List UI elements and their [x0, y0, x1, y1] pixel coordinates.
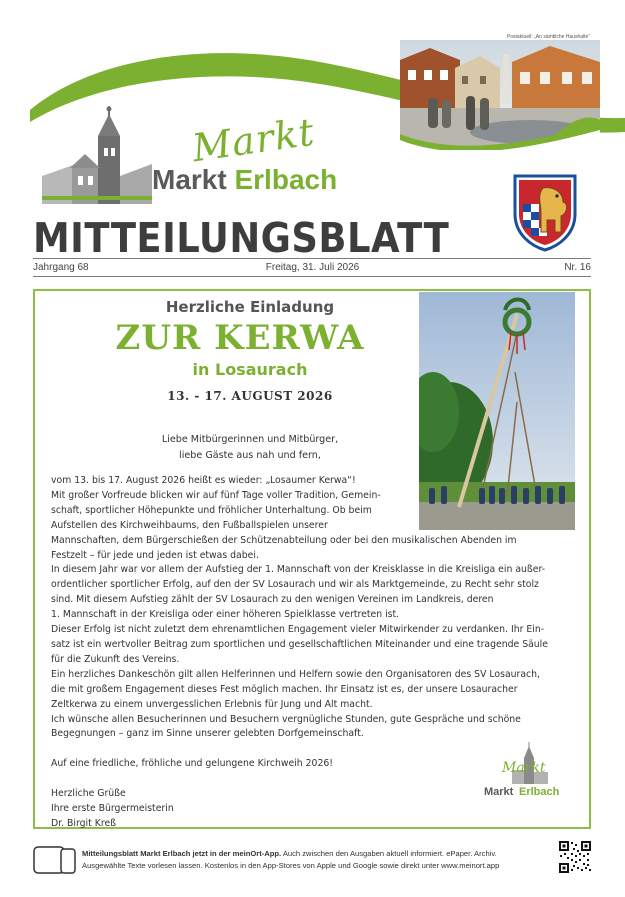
body-line: satz ist ein wertvoller Beitrag zum sportlichen und gesellschaftlichen Miteinander und eine tragende Säule — [51, 638, 548, 650]
body-line: sind. Mit diesem Aufstieg zählt der SV Losaurach zu den wenigen Vereinen im Landkreis, deren — [51, 594, 494, 606]
small-logo-markt-erlbach — [484, 742, 564, 798]
coat-of-arms-icon — [513, 174, 577, 252]
body-line: Ein herzliches Dankeschön gilt allen Helferinnen und Helfern sowie den Organisatoren des SV Losaurach, — [51, 668, 541, 680]
market-square-photo — [400, 40, 600, 150]
masthead-rule-top — [33, 258, 591, 259]
body-line: Mit großer Vorfreude blicken wir auf fünf Tage voller Tradition, Gemein- — [51, 489, 381, 501]
qr-code-icon[interactable] — [558, 840, 592, 874]
body-line: Mannschaften, dem Bürgerschießen der Schützenabteilung oder bei den musikalischen Abenden im — [51, 534, 517, 546]
issue-year: Jahrgang 68 — [33, 262, 89, 273]
body-line: 1. Mannschaft in der Kreisliga oder einer höheren Spielklasse vertreten ist. — [51, 609, 400, 621]
body-line: vom 13. bis 17. August 2026 heißt es wieder: „Losaumer Kerwa“! — [51, 475, 356, 486]
body-line: die mit großem Engagement dieses Fest möglich machen. Ihr Einsatz ist es, der unsere Losauracher — [51, 683, 518, 695]
issue-date: Freitag, 31. Juli 2026 — [265, 262, 360, 273]
phone-tablet-icon — [33, 845, 77, 875]
salutation-line-2: liebe Gäste aus nah und fern, — [179, 450, 321, 461]
body-line: Aufstellen des Kirchweihbaums, den Fußballspielen unserer — [51, 519, 328, 531]
logo-script-word: Markt — [189, 109, 318, 171]
body-line: In diesem Jahr war vor allem der Aufstieg der 1. Mannschaft von der Kreisklasse in die Kreisliga ein außer- — [51, 564, 546, 576]
article-intro: Herzliche Einladung — [165, 298, 335, 316]
small-logo-word2: Erlbach — [519, 786, 560, 798]
article-salutation — [110, 432, 390, 464]
body-line: Ich wünsche allen Besucherinnen und Besuchern vergnügliche Stunden, gute Gespräche und schöne — [51, 713, 521, 725]
small-logo-word1: Markt — [484, 786, 514, 798]
masthead-rule-bottom — [33, 276, 591, 277]
body-line: Festzelt – für jede und jeden ist etwas dabei. — [51, 549, 259, 561]
body-line: ordentlicher sportlicher Erfolg, auf den der SV Losaurach und wir als Marktgemeinde, zu Recht sehr stolz — [51, 579, 539, 591]
photo-credit: Postaktuell: „An sämtliche Haushalte“ — [506, 34, 590, 40]
footer-text-2: Ausgewählte Texte vorlesen lassen. Kostenlos in den App-Stores von Apple und Google sowie direkt unter www.meinort.app — [82, 861, 500, 870]
body-line: für die Zukunft des Vereins. — [51, 653, 180, 665]
salutation-line-1: Liebe Mitbürgerinnen und Mitbürger, — [161, 434, 339, 445]
logo-word-markt: Markt — [152, 164, 227, 195]
small-logo-script: Markt — [502, 760, 546, 776]
footer-bold-text: Mitteilungsblatt Markt Erlbach jetzt in der meinOrt-App. — [82, 849, 282, 858]
logo-word-erlbach: Erlbach — [234, 164, 338, 195]
closing-line: Auf eine friedliche, fröhliche und gelungene Kirchweih 2026! — [51, 758, 334, 770]
logo-wordmark — [152, 164, 337, 196]
signature-role: Ihre erste Bürgermeisterin — [51, 802, 174, 814]
body-line: Begegnungen – ganz im Sinne unserer gelebten Dorfgemeinschaft. — [51, 728, 364, 740]
masthead-title: MITTEILUNGSBLATT — [33, 214, 450, 262]
masthead — [0, 0, 625, 273]
footer-text-1: Auch zwischen den Ausgaben aktuell informiert. ePaper. Archiv. — [281, 849, 497, 858]
body-line: schaft, sportlicher Höhepunkte und fröhlicher Unterhaltung. Ob beim — [51, 504, 372, 516]
body-line: Zeltkerwa zu einem unvergesslichen Erlebnis für Jung und Alt macht. — [51, 698, 373, 710]
greeting: Herzliche Grüße — [51, 788, 126, 799]
body-line: Dieser Erfolg ist nicht zuletzt dem ehrenamtlichen Engagement vieler Mitwirkender zu verdanken. Ihr Ein- — [51, 624, 545, 636]
issue-number: Nr. 16 — [564, 262, 591, 273]
article-headline: ZUR KERWA — [115, 318, 365, 358]
church-tower-icon — [42, 106, 152, 206]
article-place: in Losaurach — [192, 360, 308, 379]
article-dates: 13. - 17. AUGUST 2026 — [167, 389, 333, 403]
signature-name: Dr. Birgit Kreß — [51, 817, 117, 829]
footer-app-notice — [82, 848, 562, 872]
